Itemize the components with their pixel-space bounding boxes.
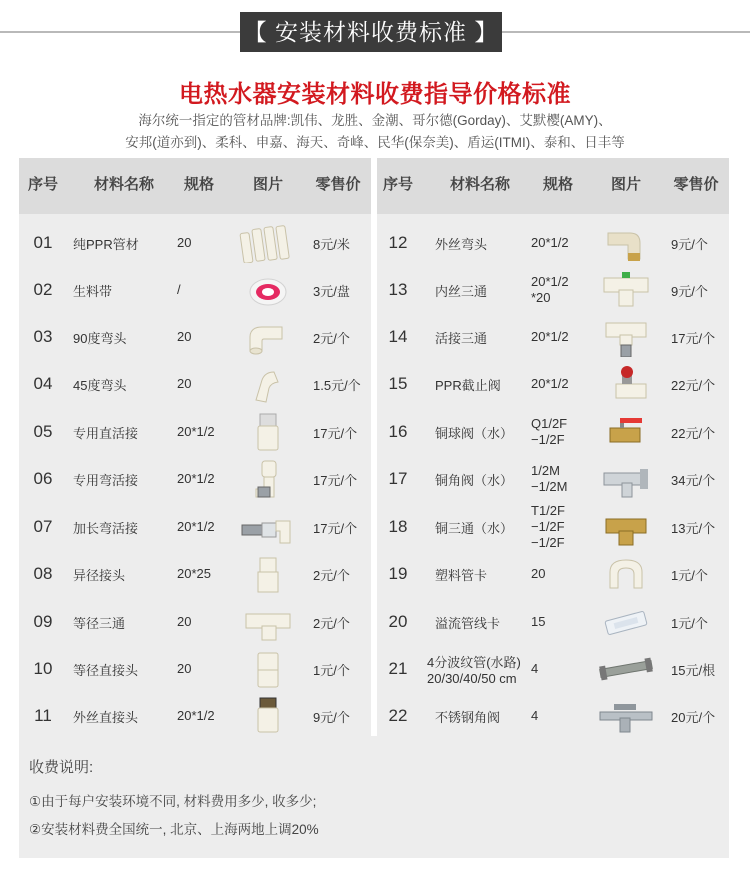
item-image [589, 504, 663, 550]
header-image: 图片 [252, 176, 283, 193]
item-price: 1元/个 [313, 662, 350, 678]
item-price: 9元/个 [671, 283, 708, 299]
item-price: 3元/盘 [313, 283, 350, 299]
item-image [231, 551, 305, 597]
item-image [589, 646, 663, 692]
item-spec-lines [177, 282, 181, 298]
angle-valve-icon [596, 459, 656, 499]
item-name: 外丝直接头 [73, 709, 139, 725]
table-header [19, 158, 371, 214]
stop-valve-icon [596, 364, 656, 404]
item-image [589, 220, 663, 266]
item-spec [169, 599, 229, 645]
item-name [421, 646, 539, 692]
item-price: 2元/个 [313, 330, 350, 346]
table-row [377, 220, 729, 266]
item-number: 03 [33, 327, 53, 346]
item-image [589, 693, 663, 739]
elbow-90-icon [238, 317, 298, 357]
fee-notes [19, 736, 729, 858]
item-name: 内丝三通 [435, 283, 488, 299]
header-spec: 规格 [542, 176, 573, 193]
item-number: 18 [388, 517, 408, 536]
price-table-right [377, 158, 729, 736]
note-item: ①由于每户安装环境不同, 材料费用多少, 收多少; [29, 794, 317, 809]
item-spec-line: *20 [531, 290, 551, 305]
item-image [231, 646, 305, 692]
item-spec-line: 20 [177, 329, 192, 344]
elbow-45-icon [238, 364, 298, 404]
price-table-left [19, 158, 371, 736]
male-elbow-icon [596, 223, 656, 263]
teflon-tape-icon [238, 270, 298, 310]
item-number: 16 [388, 422, 408, 441]
table-row [377, 693, 729, 739]
item-name-line-2: 20/30/40/50 cm [427, 671, 517, 686]
page-title: 电热水器安装材料收费指导价格标准 [179, 81, 571, 108]
item-spec-line: 20*1/2 [177, 424, 215, 439]
item-name-line: 4分波纹管(水路) [427, 655, 521, 670]
union-tee-icon [596, 317, 656, 357]
equal-tee-icon [238, 602, 298, 642]
item-spec-line: 15 [531, 614, 546, 629]
header-price: 零售价 [315, 176, 361, 193]
item-price: 8元/米 [313, 236, 350, 252]
item-price: 17元/个 [671, 330, 716, 346]
item-spec-lines [531, 503, 565, 551]
item-spec-line: 20*1/2 [531, 329, 569, 344]
item-spec [527, 220, 589, 266]
item-spec [527, 599, 589, 645]
item-spec [527, 409, 589, 455]
item-spec-line: 20 [177, 614, 192, 629]
item-number: 06 [33, 469, 53, 488]
price-table [19, 158, 729, 736]
item-image [231, 314, 305, 360]
item-name: 45度弯头 [73, 377, 127, 393]
table-row [377, 267, 729, 313]
item-number: 14 [388, 327, 408, 346]
item-spec-lines [177, 519, 215, 535]
item-spec-lines [531, 329, 569, 345]
item-number: 05 [33, 422, 53, 441]
item-name: 专用弯活接 [73, 472, 139, 488]
item-spec-lines [177, 566, 211, 582]
header-no: 序号 [382, 176, 413, 193]
item-number: 08 [33, 564, 53, 583]
item-number: 02 [33, 280, 53, 299]
item-spec-line: 4 [531, 661, 539, 676]
item-name: 等径三通 [73, 615, 126, 631]
item-spec-lines [177, 471, 215, 487]
item-spec-line: 20*1/2 [177, 471, 215, 486]
item-spec-lines [177, 235, 191, 251]
table-row [377, 646, 729, 692]
item-spec-lines [177, 376, 191, 392]
table-row [377, 599, 729, 645]
item-spec [169, 551, 229, 597]
item-number: 01 [33, 233, 53, 252]
table-row [19, 220, 371, 266]
item-spec [169, 361, 229, 407]
table-row [19, 599, 371, 645]
item-number: 15 [388, 374, 408, 393]
item-spec [527, 693, 589, 739]
table-row [377, 551, 729, 597]
item-spec-lines [177, 424, 215, 440]
item-name: 塑料管卡 [435, 567, 488, 583]
item-spec-lines [531, 274, 569, 306]
banner-section [0, 0, 750, 60]
item-number: 11 [34, 706, 52, 725]
header-spec: 规格 [183, 176, 214, 193]
table-row [19, 361, 371, 407]
item-name: 不锈钢角阀 [435, 709, 501, 725]
item-name: 活接三通 [435, 330, 488, 346]
item-price: 9元/个 [671, 236, 708, 252]
item-spec-lines [531, 661, 538, 677]
item-price: 1.5元/个 [313, 377, 361, 393]
item-name: 铜三通（水） [435, 520, 514, 536]
item-number: 20 [388, 612, 408, 631]
corrugated-hose-icon [596, 649, 656, 689]
item-image [589, 599, 663, 645]
item-spec [169, 456, 229, 502]
item-price: 9元/个 [313, 709, 350, 725]
straight-coupling-icon [238, 649, 298, 689]
item-price: 20元/个 [671, 709, 716, 725]
item-price: 1元/个 [671, 567, 708, 583]
item-spec-lines [531, 235, 569, 251]
item-spec-line: 20*1/2 [531, 235, 569, 250]
item-spec [527, 456, 589, 502]
long-elbow-union-icon [238, 507, 298, 547]
banner-title: 【 安装材料收费标准 】 [240, 12, 502, 52]
ball-valve-icon [596, 412, 656, 452]
item-price: 17元/个 [313, 520, 358, 536]
item-number: 04 [33, 374, 53, 393]
brand-list [0, 110, 750, 154]
table-row [377, 504, 729, 550]
item-number: 07 [33, 517, 53, 536]
item-number: 12 [388, 233, 408, 252]
item-spec-line: 20*1/2 [177, 708, 215, 723]
item-name: 铜角阀（水） [435, 472, 514, 488]
pipe-clip-icon [596, 554, 656, 594]
item-spec-line: 20 [177, 376, 192, 391]
item-image [231, 267, 305, 313]
table-row [19, 409, 371, 455]
item-name: 纯PPR管材 [73, 236, 139, 252]
item-spec [169, 504, 229, 550]
steel-angle-valve-icon [596, 696, 656, 736]
male-thread-coupling-icon [238, 696, 298, 736]
ppr-pipe-icon [238, 223, 298, 263]
item-spec [527, 361, 589, 407]
brand-line-2: 安邦(道亦到)、柔科、申嘉、海天、奇峰、民华(保奈美)、盾运(ITMI)、泰和、日丰等 [125, 135, 625, 150]
table-row [19, 504, 371, 550]
item-spec [169, 693, 229, 739]
item-name: 铜球阀（水） [435, 425, 514, 441]
table-row [19, 693, 371, 739]
overflow-clip-icon [596, 602, 656, 642]
item-image [231, 220, 305, 266]
table-header [377, 158, 729, 214]
item-spec-lines [531, 376, 569, 392]
item-number: 09 [33, 612, 53, 631]
item-spec-lines [531, 416, 567, 448]
item-image [589, 456, 663, 502]
header-price: 零售价 [673, 176, 719, 193]
item-name: 外丝弯头 [435, 236, 488, 252]
item-spec [527, 314, 589, 360]
header-no: 序号 [27, 176, 58, 193]
item-spec-line: T1/2F [531, 503, 565, 518]
female-tee-icon [596, 270, 656, 310]
item-spec-line: 20*1/2 [531, 274, 569, 289]
item-spec-line: / [177, 282, 181, 297]
item-spec [169, 220, 229, 266]
item-spec [527, 551, 589, 597]
item-price: 2元/个 [313, 567, 350, 583]
table-row [19, 267, 371, 313]
item-name: 生料带 [73, 283, 113, 299]
item-image [589, 267, 663, 313]
item-spec-lines [177, 661, 191, 677]
brass-tee-icon [596, 507, 656, 547]
item-price: 15元/根 [671, 662, 716, 678]
item-spec-line: 20*1/2 [177, 519, 215, 534]
item-spec [169, 314, 229, 360]
item-image [231, 693, 305, 739]
item-name: 加长弯活接 [73, 520, 139, 536]
item-spec-lines [531, 708, 538, 724]
item-spec-line: 20 [177, 661, 192, 676]
header-name: 材料名称 [449, 176, 510, 193]
item-spec [527, 267, 589, 313]
item-number: 22 [388, 706, 408, 725]
item-spec-line: 20 [531, 566, 546, 581]
item-price: 34元/个 [671, 472, 716, 488]
item-number: 13 [388, 280, 408, 299]
item-price: 17元/个 [313, 472, 358, 488]
item-spec-line: 20 [177, 235, 192, 250]
reducer-icon [238, 554, 298, 594]
item-image [231, 409, 305, 455]
brand-line-1: 海尔统一指定的管材品牌:凯伟、龙胜、金潮、哥尔德(Gorday)、艾默樱(AMY)、 [138, 113, 612, 128]
item-spec-line: −1/2F [531, 535, 565, 550]
item-spec-line: 1/2M [531, 463, 560, 478]
item-spec-line: −1/2F [531, 519, 565, 534]
table-row [19, 314, 371, 360]
item-price: 13元/个 [671, 520, 716, 536]
item-spec [527, 504, 589, 550]
item-price: 1元/个 [671, 615, 708, 631]
item-number: 21 [388, 659, 408, 678]
table-row [377, 314, 729, 360]
table-row [19, 646, 371, 692]
item-spec [169, 267, 229, 313]
item-price: 17元/个 [313, 425, 358, 441]
item-name: 90度弯头 [73, 330, 127, 346]
item-spec-line: −1/2F [531, 432, 565, 447]
item-name: 溢流管线卡 [435, 615, 501, 631]
header-image: 图片 [610, 176, 641, 193]
item-spec-lines [177, 614, 191, 630]
table-row [377, 409, 729, 455]
item-spec-line: 4 [531, 708, 539, 723]
item-name: 等径直接头 [73, 662, 139, 678]
item-image [589, 361, 663, 407]
item-image [589, 409, 663, 455]
table-row [19, 456, 371, 502]
item-spec-lines [177, 708, 215, 724]
item-spec [169, 409, 229, 455]
item-spec [527, 646, 589, 692]
item-image [231, 599, 305, 645]
elbow-union-icon [238, 459, 298, 499]
item-name: PPR截止阀 [435, 377, 501, 393]
notes-title: 收费说明: [29, 759, 94, 776]
item-spec-line: 20*25 [177, 566, 211, 581]
item-name: 专用直活接 [73, 425, 139, 441]
item-spec-lines [531, 566, 545, 582]
table-row [377, 456, 729, 502]
item-spec-lines [531, 614, 545, 630]
item-price: 22元/个 [671, 425, 716, 441]
item-spec-line: 20*1/2 [531, 376, 569, 391]
item-image [589, 314, 663, 360]
item-image [231, 456, 305, 502]
item-number: 17 [388, 469, 408, 488]
item-image [231, 361, 305, 407]
item-price: 22元/个 [671, 377, 716, 393]
item-price: 2元/个 [313, 615, 350, 631]
item-name: 异径接头 [73, 567, 126, 583]
note-item: ②安装材料费全国统一, 北京、上海两地上调20% [29, 822, 319, 837]
item-spec [169, 646, 229, 692]
item-spec-lines [177, 329, 191, 345]
item-spec-lines [531, 463, 568, 495]
item-number: 10 [33, 659, 53, 678]
item-number: 19 [388, 564, 408, 583]
item-image [589, 551, 663, 597]
straight-union-icon [238, 412, 298, 452]
item-image [231, 504, 305, 550]
item-spec-line: Q1/2F [531, 416, 568, 431]
header-name: 材料名称 [93, 176, 154, 193]
item-spec-line: −1/2M [531, 479, 568, 494]
table-row [377, 361, 729, 407]
table-row [19, 551, 371, 597]
